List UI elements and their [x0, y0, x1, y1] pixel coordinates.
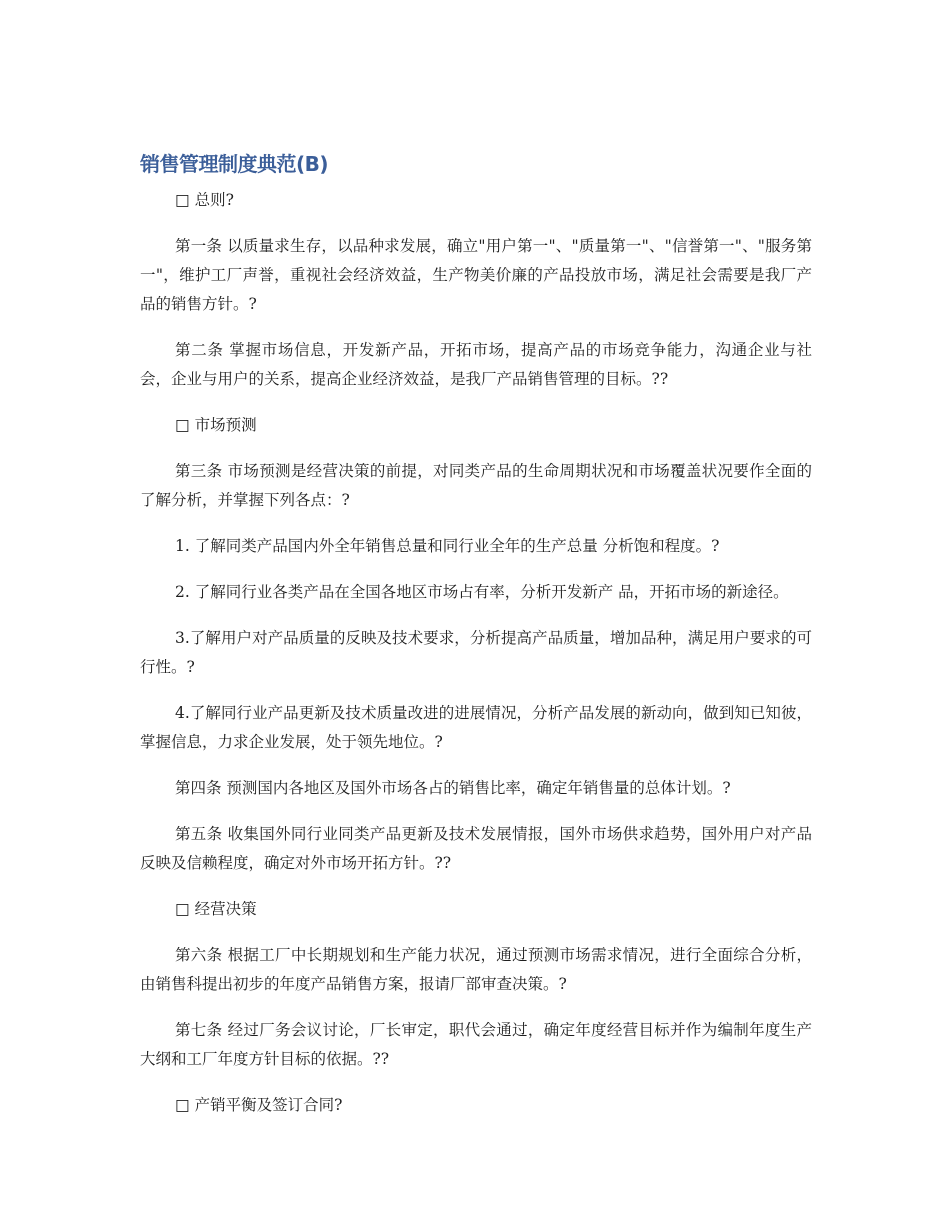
article-4: 第四条 预测国内各地区及国外市场各占的销售比率，确定年销售量的总体计划。?: [175, 779, 731, 797]
section-heading-market-forecast: □ 市场预测: [175, 416, 257, 434]
article-1: 第一条 以质量求生存，以品种求发展，确立"用户第一"、"质量第一"、"信誉第一"、"服务第一"，维护工厂声誉，重视社会经济效益，生产物美价廉的产品投放市场，满足社会需要是我厂产品的销售方针。?: [140, 237, 812, 313]
list-item-2: 2. 了解同行业各类产品在全国各地区市场占有率，分析开发新产 品，开拓市场的新途径。: [175, 583, 789, 601]
article-7: 第七条 经过厂务会议讨论，厂长审定，职代会通过，确定年度经营目标并作为编制年度生产大纲和工厂年度方针目标的依据。??: [140, 1021, 812, 1068]
document-body: [140, 148, 812, 1137]
section-heading-business-decision: □ 经营决策: [175, 900, 257, 918]
section-heading-general: □ 总则?: [175, 191, 234, 209]
section-heading-production-sales-balance: □ 产销平衡及签订合同?: [175, 1096, 343, 1114]
document-title: 销售管理制度典范(B): [140, 152, 329, 176]
article-2: 第二条 掌握市场信息，开发新产品，开拓市场，提高产品的市场竞争能力，沟通企业与社会，企业与用户的关系，提高企业经济效益，是我厂产品销售管理的目标。??: [140, 341, 812, 388]
article-3: 第三条 市场预测是经营决策的前提，对同类产品的生命周期状况和市场覆盖状况要作全面的了解分析，并掌握下列各点：?: [140, 462, 812, 509]
list-item-3: 3.了解用户对产品质量的反映及技术要求，分析提高产品质量，增加品种，满足用户要求的可行性。?: [140, 629, 812, 676]
article-5: 第五条 收集国外同行业同类产品更新及技术发展情报，国外市场供求趋势，国外用户对产品反映及信赖程度，确定对外市场开拓方针。??: [140, 825, 812, 872]
list-item-4: 4.了解同行业产品更新及技术质量改进的进展情况，分析产品发展的新动向，做到知已知彼，掌握信息，力求企业发展，处于领先地位。?: [140, 704, 812, 751]
list-item-1: 1. 了解同类产品国内外全年销售总量和同行业全年的生产总量 分析饱和程度。?: [175, 537, 720, 555]
article-6: 第六条 根据工厂中长期规划和生产能力状况，通过预测市场需求情况，进行全面综合分析，由销售科提出初步的年度产品销售方案，报请厂部审查决策。?: [140, 946, 812, 993]
